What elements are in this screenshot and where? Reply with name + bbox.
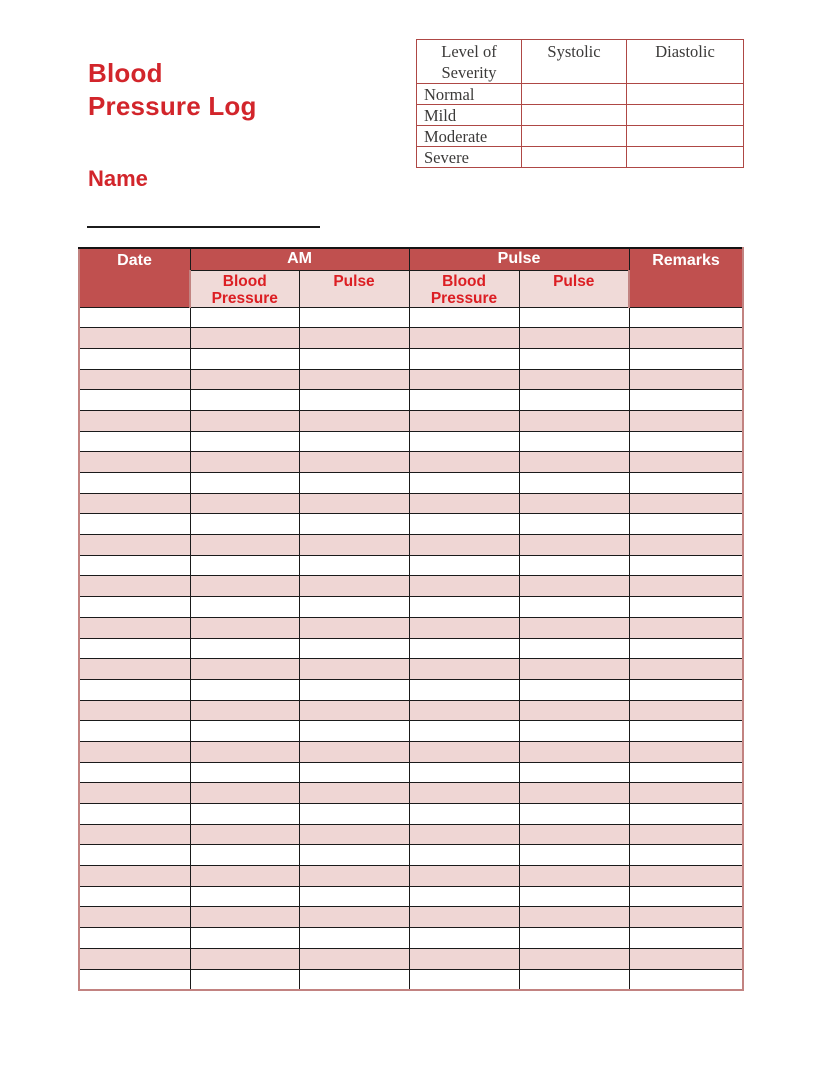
log-row xyxy=(79,410,743,431)
log-row xyxy=(79,721,743,742)
log-row xyxy=(79,473,743,494)
log-cell[interactable] xyxy=(79,348,190,369)
log-cell[interactable] xyxy=(299,907,409,928)
log-cell[interactable] xyxy=(409,597,519,618)
log-cell[interactable] xyxy=(299,700,409,721)
log-cell[interactable] xyxy=(629,431,743,452)
log-row xyxy=(79,762,743,783)
log-cell[interactable] xyxy=(519,969,629,990)
page-title-line2: Pressure Log xyxy=(88,91,257,121)
log-cell[interactable] xyxy=(190,328,299,349)
log-cell[interactable] xyxy=(519,804,629,825)
log-cell[interactable] xyxy=(190,576,299,597)
log-cell[interactable] xyxy=(629,741,743,762)
log-cell[interactable] xyxy=(79,845,190,866)
log-cell[interactable] xyxy=(629,659,743,680)
severity-systolic-cell[interactable] xyxy=(522,126,627,147)
log-cell[interactable] xyxy=(299,555,409,576)
log-cell[interactable] xyxy=(629,679,743,700)
log-cell[interactable] xyxy=(519,866,629,887)
log-cell[interactable] xyxy=(190,866,299,887)
log-cell[interactable] xyxy=(299,659,409,680)
log-cell[interactable] xyxy=(299,576,409,597)
log-cell[interactable] xyxy=(190,907,299,928)
log-row xyxy=(79,638,743,659)
log-cell[interactable] xyxy=(79,535,190,556)
log-cell[interactable] xyxy=(299,804,409,825)
log-cell[interactable] xyxy=(519,679,629,700)
severity-header-systolic: Systolic xyxy=(522,40,627,84)
log-cell[interactable] xyxy=(519,514,629,535)
log-cell[interactable] xyxy=(409,948,519,969)
log-cell[interactable] xyxy=(79,307,190,328)
severity-level-label: Severe xyxy=(417,147,522,168)
severity-systolic-cell[interactable] xyxy=(522,147,627,168)
log-cell[interactable] xyxy=(519,845,629,866)
log-cell[interactable] xyxy=(299,369,409,390)
log-cell[interactable] xyxy=(409,431,519,452)
log-row xyxy=(79,804,743,825)
log-cell[interactable] xyxy=(299,886,409,907)
log-header-pm-group: Pulse xyxy=(409,248,629,270)
log-cell[interactable] xyxy=(190,390,299,411)
log-row xyxy=(79,597,743,618)
log-cell[interactable] xyxy=(409,493,519,514)
log-subheader-pm-pulse: Pulse xyxy=(519,270,629,307)
log-table xyxy=(78,247,744,991)
log-cell[interactable] xyxy=(190,514,299,535)
log-row xyxy=(79,659,743,680)
log-cell[interactable] xyxy=(79,804,190,825)
log-cell[interactable] xyxy=(190,307,299,328)
log-cell[interactable] xyxy=(190,431,299,452)
log-row xyxy=(79,535,743,556)
log-cell[interactable] xyxy=(79,948,190,969)
severity-header-row xyxy=(417,40,744,84)
log-cell[interactable] xyxy=(409,410,519,431)
log-cell[interactable] xyxy=(629,721,743,742)
log-subheader-am-pulse: Pulse xyxy=(299,270,409,307)
log-cell[interactable] xyxy=(629,452,743,473)
log-cell[interactable] xyxy=(190,555,299,576)
log-cell[interactable] xyxy=(519,721,629,742)
log-cell[interactable] xyxy=(519,659,629,680)
log-cell[interactable] xyxy=(629,804,743,825)
severity-diastolic-cell[interactable] xyxy=(627,147,744,168)
log-cell[interactable] xyxy=(629,638,743,659)
log-cell[interactable] xyxy=(519,328,629,349)
log-cell[interactable] xyxy=(409,555,519,576)
log-cell[interactable] xyxy=(299,410,409,431)
page-title-line1: Blood xyxy=(88,58,163,88)
log-cell[interactable] xyxy=(629,597,743,618)
log-cell[interactable] xyxy=(519,410,629,431)
log-cell[interactable] xyxy=(629,886,743,907)
log-row xyxy=(79,493,743,514)
log-row xyxy=(79,824,743,845)
log-cell[interactable] xyxy=(299,679,409,700)
severity-diastolic-cell[interactable] xyxy=(627,105,744,126)
log-cell[interactable] xyxy=(519,928,629,949)
log-cell[interactable] xyxy=(79,514,190,535)
log-cell[interactable] xyxy=(629,576,743,597)
log-cell[interactable] xyxy=(190,804,299,825)
log-cell[interactable] xyxy=(519,741,629,762)
log-cell[interactable] xyxy=(519,886,629,907)
log-row xyxy=(79,390,743,411)
name-input-line[interactable] xyxy=(87,210,320,228)
log-cell[interactable] xyxy=(79,721,190,742)
log-cell[interactable] xyxy=(299,721,409,742)
severity-systolic-cell[interactable] xyxy=(522,105,627,126)
log-cell[interactable] xyxy=(299,928,409,949)
log-row xyxy=(79,948,743,969)
log-cell[interactable] xyxy=(409,969,519,990)
log-cell[interactable] xyxy=(190,969,299,990)
log-cell[interactable] xyxy=(79,700,190,721)
log-cell[interactable] xyxy=(409,638,519,659)
severity-systolic-cell[interactable] xyxy=(522,84,627,105)
log-cell[interactable] xyxy=(629,866,743,887)
log-cell[interactable] xyxy=(629,928,743,949)
log-cell[interactable] xyxy=(409,824,519,845)
log-cell[interactable] xyxy=(79,597,190,618)
log-cell[interactable] xyxy=(299,514,409,535)
log-cell[interactable] xyxy=(299,969,409,990)
log-cell[interactable] xyxy=(409,369,519,390)
log-cell[interactable] xyxy=(79,390,190,411)
log-cell[interactable] xyxy=(409,886,519,907)
log-cell[interactable] xyxy=(409,452,519,473)
log-cell[interactable] xyxy=(79,431,190,452)
log-cell[interactable] xyxy=(519,948,629,969)
log-cell[interactable] xyxy=(519,390,629,411)
log-cell[interactable] xyxy=(629,514,743,535)
name-label: Name xyxy=(88,166,148,191)
log-cell[interactable] xyxy=(190,638,299,659)
log-cell[interactable] xyxy=(409,907,519,928)
log-cell[interactable] xyxy=(409,576,519,597)
log-cell[interactable] xyxy=(629,845,743,866)
log-cell[interactable] xyxy=(299,783,409,804)
log-cell[interactable] xyxy=(79,328,190,349)
log-cell[interactable] xyxy=(79,617,190,638)
log-cell[interactable] xyxy=(629,369,743,390)
log-cell[interactable] xyxy=(409,721,519,742)
log-cell[interactable] xyxy=(409,700,519,721)
log-cell[interactable] xyxy=(519,597,629,618)
severity-row-normal xyxy=(417,84,744,105)
severity-row-mild xyxy=(417,105,744,126)
log-cell[interactable] xyxy=(519,617,629,638)
log-row xyxy=(79,928,743,949)
log-row xyxy=(79,700,743,721)
log-cell[interactable] xyxy=(629,410,743,431)
log-cell[interactable] xyxy=(409,514,519,535)
log-row xyxy=(79,328,743,349)
log-table-body xyxy=(79,307,743,990)
log-cell[interactable] xyxy=(190,493,299,514)
log-cell[interactable] xyxy=(409,845,519,866)
log-cell[interactable] xyxy=(79,762,190,783)
log-cell[interactable] xyxy=(519,783,629,804)
log-cell[interactable] xyxy=(629,617,743,638)
log-cell[interactable] xyxy=(519,369,629,390)
log-cell[interactable] xyxy=(190,535,299,556)
log-cell[interactable] xyxy=(79,741,190,762)
severity-level-label: Normal xyxy=(417,84,522,105)
log-cell[interactable] xyxy=(79,824,190,845)
log-cell[interactable] xyxy=(190,700,299,721)
log-cell[interactable] xyxy=(409,617,519,638)
log-row xyxy=(79,741,743,762)
log-cell[interactable] xyxy=(190,741,299,762)
log-cell[interactable] xyxy=(190,348,299,369)
log-header-date: Date xyxy=(79,248,190,307)
log-row xyxy=(79,886,743,907)
log-cell[interactable] xyxy=(190,824,299,845)
log-row xyxy=(79,969,743,990)
log-cell[interactable] xyxy=(299,948,409,969)
log-cell[interactable] xyxy=(190,473,299,494)
log-row xyxy=(79,783,743,804)
log-cell[interactable] xyxy=(79,638,190,659)
log-row xyxy=(79,555,743,576)
log-cell[interactable] xyxy=(79,452,190,473)
log-cell[interactable] xyxy=(79,555,190,576)
log-row xyxy=(79,431,743,452)
log-cell[interactable] xyxy=(519,555,629,576)
log-row xyxy=(79,452,743,473)
log-cell[interactable] xyxy=(79,473,190,494)
severity-level-label: Mild xyxy=(417,105,522,126)
log-cell[interactable] xyxy=(629,969,743,990)
log-cell[interactable] xyxy=(190,410,299,431)
log-cell[interactable] xyxy=(409,473,519,494)
log-cell[interactable] xyxy=(409,535,519,556)
log-cell[interactable] xyxy=(299,741,409,762)
log-cell[interactable] xyxy=(629,948,743,969)
log-cell[interactable] xyxy=(299,866,409,887)
log-cell[interactable] xyxy=(409,928,519,949)
log-cell[interactable] xyxy=(299,597,409,618)
log-cell[interactable] xyxy=(190,452,299,473)
log-cell[interactable] xyxy=(79,410,190,431)
log-cell[interactable] xyxy=(629,473,743,494)
severity-row-severe xyxy=(417,147,744,168)
severity-diastolic-cell[interactable] xyxy=(627,126,744,147)
log-cell[interactable] xyxy=(190,845,299,866)
log-cell[interactable] xyxy=(299,452,409,473)
log-row xyxy=(79,369,743,390)
log-cell[interactable] xyxy=(629,555,743,576)
log-row xyxy=(79,679,743,700)
log-header-remarks: Remarks xyxy=(629,248,743,307)
log-cell[interactable] xyxy=(519,824,629,845)
page-title xyxy=(88,57,257,123)
log-cell[interactable] xyxy=(190,783,299,804)
log-cell[interactable] xyxy=(519,452,629,473)
log-cell[interactable] xyxy=(519,473,629,494)
log-cell[interactable] xyxy=(519,638,629,659)
log-cell[interactable] xyxy=(299,431,409,452)
log-cell[interactable] xyxy=(409,679,519,700)
log-cell[interactable] xyxy=(409,390,519,411)
log-cell[interactable] xyxy=(79,928,190,949)
severity-row-moderate xyxy=(417,126,744,147)
log-cell[interactable] xyxy=(519,762,629,783)
log-cell[interactable] xyxy=(519,493,629,514)
log-cell[interactable] xyxy=(519,535,629,556)
log-cell[interactable] xyxy=(190,617,299,638)
log-cell[interactable] xyxy=(519,431,629,452)
log-row xyxy=(79,307,743,328)
log-cell[interactable] xyxy=(299,845,409,866)
log-cell[interactable] xyxy=(299,535,409,556)
log-cell[interactable] xyxy=(79,659,190,680)
log-cell[interactable] xyxy=(190,928,299,949)
log-row xyxy=(79,514,743,535)
log-cell[interactable] xyxy=(629,390,743,411)
log-cell[interactable] xyxy=(190,659,299,680)
log-cell[interactable] xyxy=(79,783,190,804)
log-cell[interactable] xyxy=(629,493,743,514)
log-cell[interactable] xyxy=(190,886,299,907)
log-cell[interactable] xyxy=(409,328,519,349)
severity-header-level: Level of Severity xyxy=(417,40,522,84)
log-cell[interactable] xyxy=(629,824,743,845)
log-cell[interactable] xyxy=(519,576,629,597)
log-cell[interactable] xyxy=(409,783,519,804)
log-cell[interactable] xyxy=(299,824,409,845)
log-cell[interactable] xyxy=(299,328,409,349)
log-cell[interactable] xyxy=(409,741,519,762)
log-cell[interactable] xyxy=(629,762,743,783)
log-cell[interactable] xyxy=(519,307,629,328)
log-cell[interactable] xyxy=(299,617,409,638)
log-cell[interactable] xyxy=(299,348,409,369)
log-cell[interactable] xyxy=(299,762,409,783)
log-subheader-pm-blood-pressure: Blood Pressure xyxy=(409,270,519,307)
log-cell[interactable] xyxy=(299,390,409,411)
severity-level-label: Moderate xyxy=(417,126,522,147)
log-row xyxy=(79,866,743,887)
log-header-band-row xyxy=(79,248,743,270)
log-cell[interactable] xyxy=(79,969,190,990)
log-cell[interactable] xyxy=(409,866,519,887)
log-row xyxy=(79,907,743,928)
log-row xyxy=(79,617,743,638)
log-cell[interactable] xyxy=(79,886,190,907)
log-cell[interactable] xyxy=(629,700,743,721)
log-cell[interactable] xyxy=(629,535,743,556)
severity-header-diastolic: Diastolic xyxy=(627,40,744,84)
log-cell[interactable] xyxy=(629,907,743,928)
log-cell[interactable] xyxy=(190,721,299,742)
log-cell[interactable] xyxy=(409,804,519,825)
log-cell[interactable] xyxy=(299,638,409,659)
log-cell[interactable] xyxy=(629,328,743,349)
log-subheader-am-blood-pressure: Blood Pressure xyxy=(190,270,299,307)
log-cell[interactable] xyxy=(190,679,299,700)
log-cell[interactable] xyxy=(629,783,743,804)
log-cell[interactable] xyxy=(519,907,629,928)
log-row xyxy=(79,845,743,866)
log-cell[interactable] xyxy=(190,597,299,618)
log-row xyxy=(79,576,743,597)
log-cell[interactable] xyxy=(79,679,190,700)
log-cell[interactable] xyxy=(190,948,299,969)
log-cell[interactable] xyxy=(519,348,629,369)
log-cell[interactable] xyxy=(409,762,519,783)
log-cell[interactable] xyxy=(409,348,519,369)
log-cell[interactable] xyxy=(519,700,629,721)
log-cell[interactable] xyxy=(299,473,409,494)
log-cell[interactable] xyxy=(409,659,519,680)
log-cell[interactable] xyxy=(190,762,299,783)
log-cell[interactable] xyxy=(79,576,190,597)
log-cell[interactable] xyxy=(190,369,299,390)
log-cell[interactable] xyxy=(409,307,519,328)
log-cell[interactable] xyxy=(299,493,409,514)
log-header-am-group: AM xyxy=(190,248,409,270)
log-cell[interactable] xyxy=(79,493,190,514)
severity-table xyxy=(416,39,744,168)
log-cell[interactable] xyxy=(629,348,743,369)
log-cell[interactable] xyxy=(629,307,743,328)
log-cell[interactable] xyxy=(79,369,190,390)
log-cell[interactable] xyxy=(79,866,190,887)
log-cell[interactable] xyxy=(299,307,409,328)
log-cell[interactable] xyxy=(79,907,190,928)
log-row xyxy=(79,348,743,369)
severity-diastolic-cell[interactable] xyxy=(627,84,744,105)
